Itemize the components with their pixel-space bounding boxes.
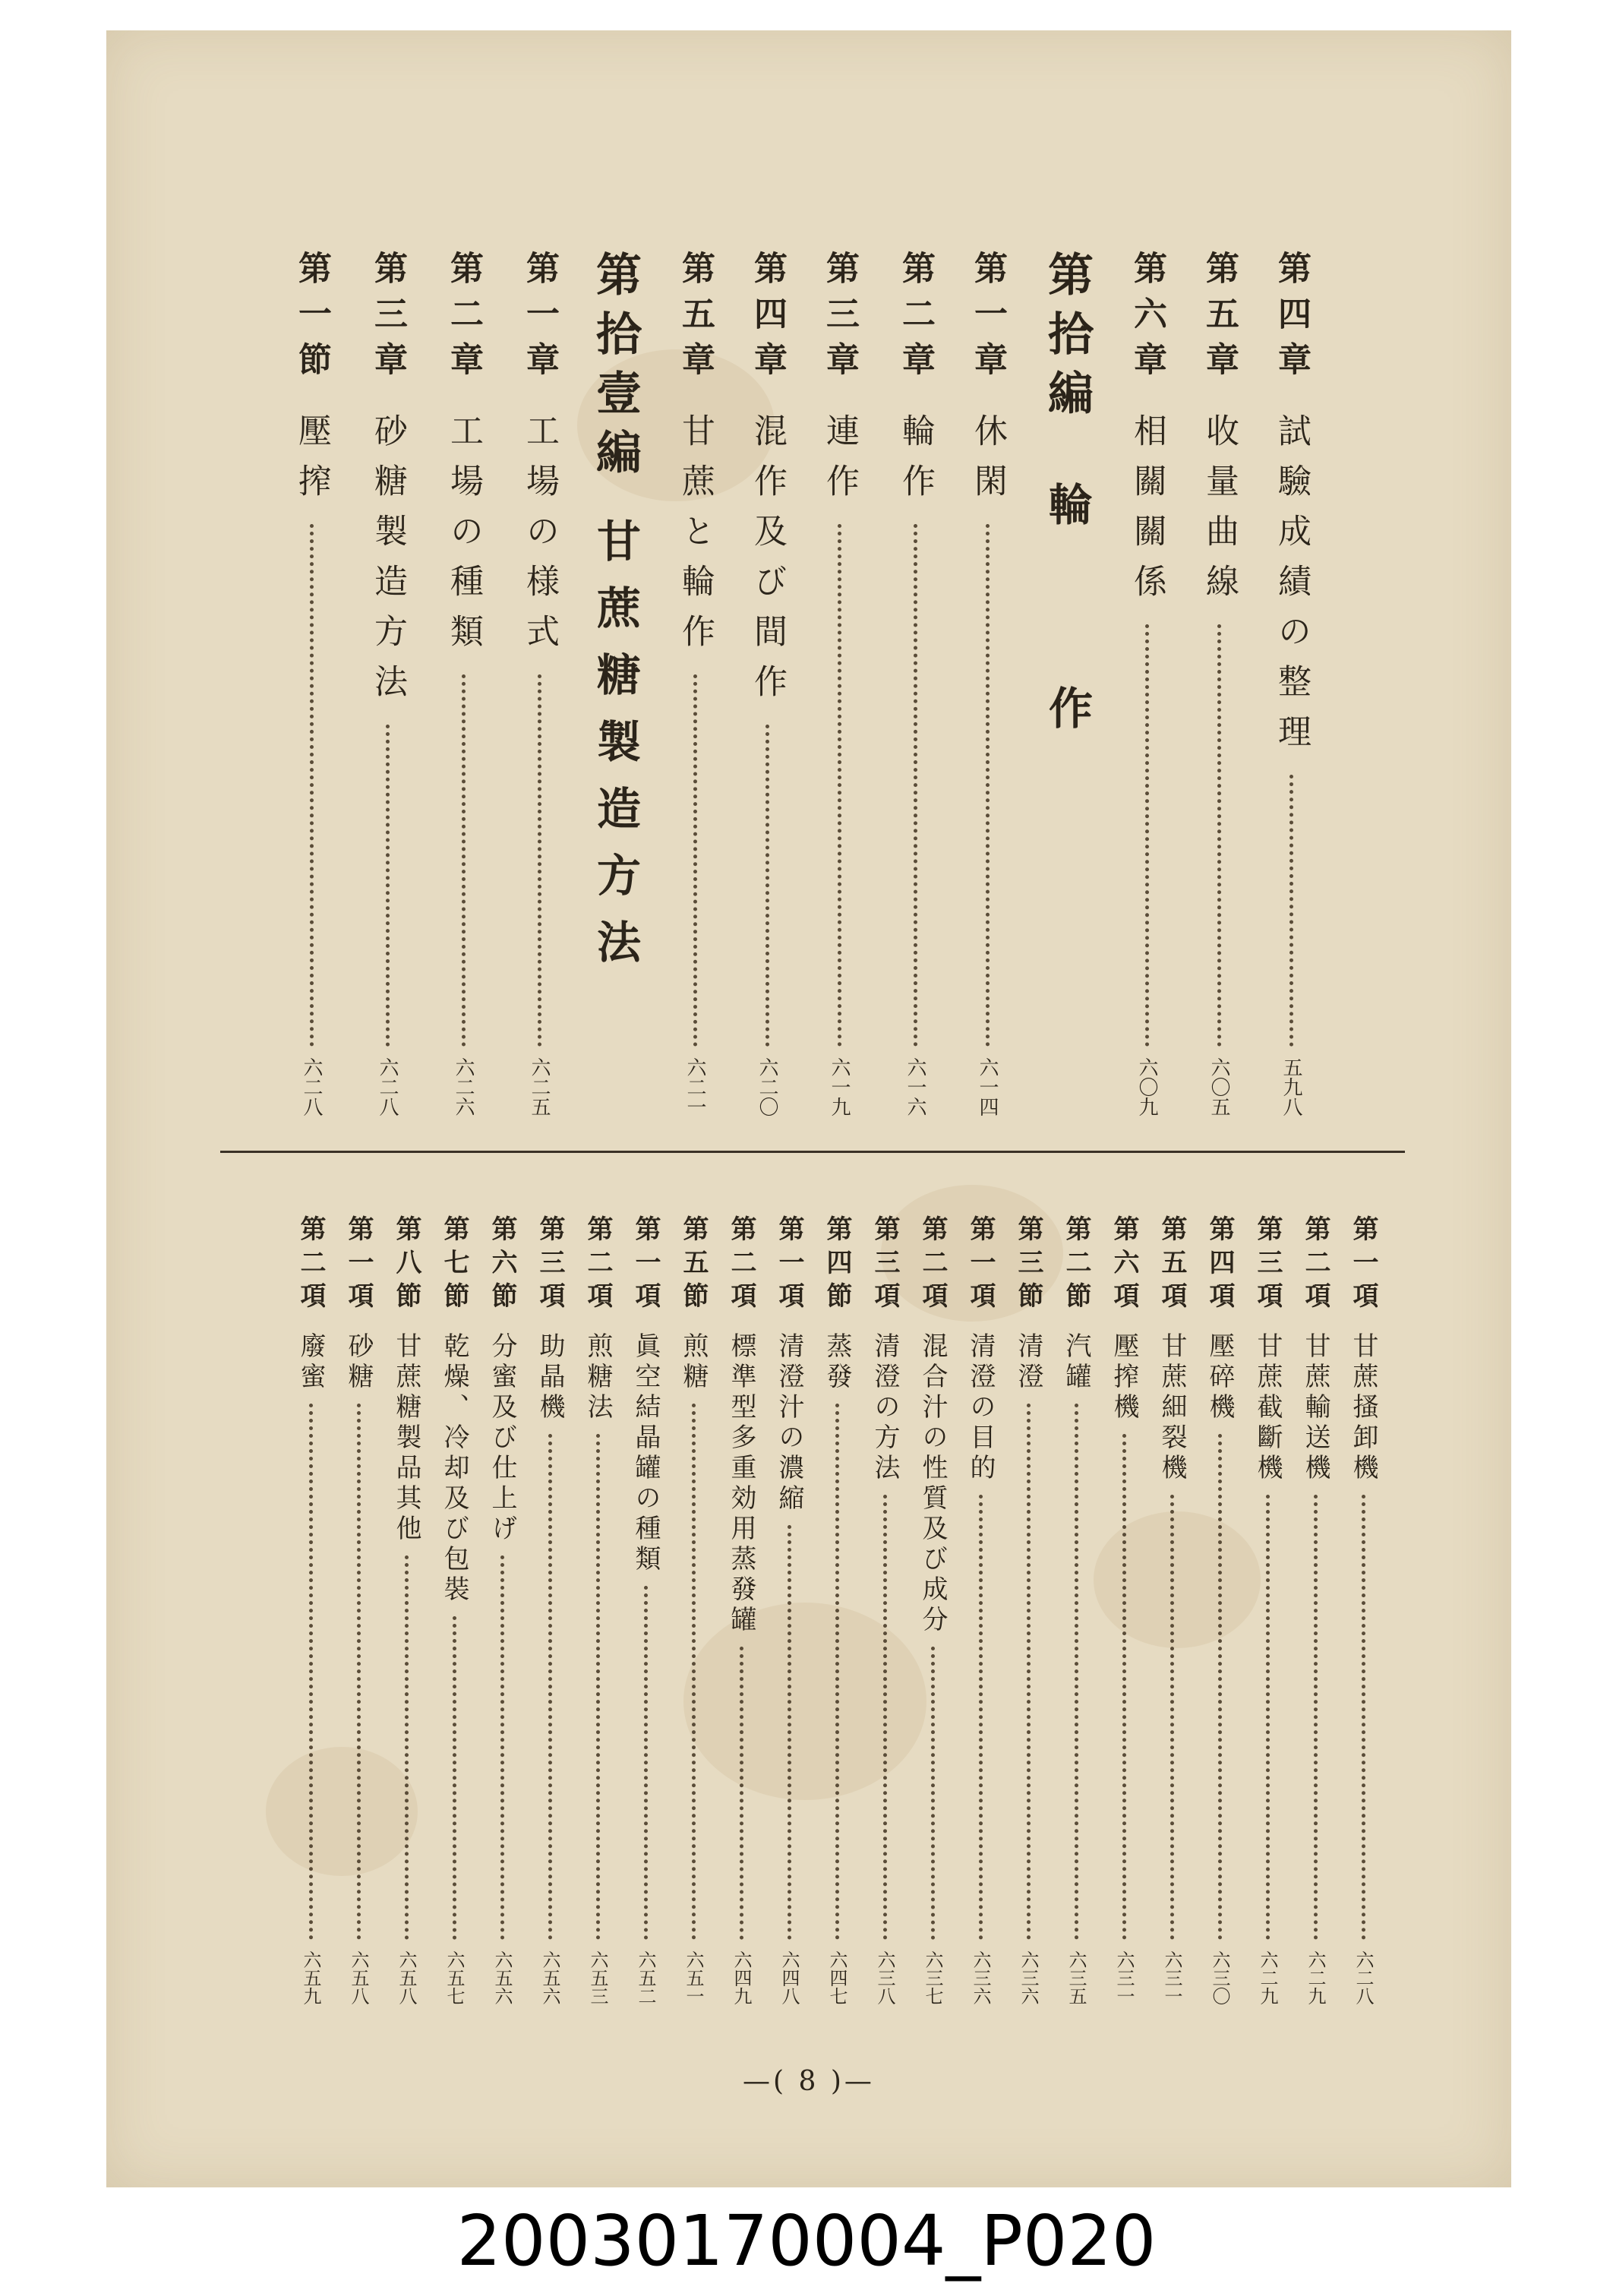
entry-page: 六四九 xyxy=(731,1950,752,2005)
entry-number: 第五項 xyxy=(1157,1215,1187,1315)
entry-page: 六三七 xyxy=(922,1950,943,2005)
entry-page: 六五八 xyxy=(348,1950,369,2005)
dot-leader xyxy=(1289,775,1293,1047)
entry-page: 六二五 xyxy=(528,1057,551,1116)
toc-entry xyxy=(1264,251,1318,1116)
entry-number: 第一章 xyxy=(968,251,1007,387)
dot-leader xyxy=(931,1647,935,1940)
dot-leader xyxy=(1218,1434,1222,1940)
entry-page: 六三〇 xyxy=(1209,1950,1230,2005)
entry-title: 煎糖法 xyxy=(582,1332,613,1423)
entry-title: 壓碎機 xyxy=(1204,1332,1235,1423)
dot-leader xyxy=(357,1404,361,1940)
entry-page: 六五三 xyxy=(587,1950,608,2005)
entry-number: 第三章 xyxy=(368,251,407,387)
toc-entry xyxy=(513,251,566,1116)
toc-part-heading xyxy=(1040,251,1094,1116)
entry-number: 第三項 xyxy=(535,1215,565,1315)
dot-leader xyxy=(883,1495,887,1940)
toc-entry xyxy=(1097,1215,1151,2005)
entry-title: 助晶機 xyxy=(535,1332,565,1423)
entry-page: 六〇五 xyxy=(1207,1057,1230,1116)
book-page xyxy=(106,30,1511,2187)
entry-page: 五九八 xyxy=(1280,1057,1302,1116)
entry-page: 六五八 xyxy=(396,1950,417,2005)
toc-entry xyxy=(475,1215,529,2005)
toc-entry xyxy=(667,1215,720,2005)
entry-title: 壓搾機 xyxy=(1109,1332,1139,1423)
toc-lower-half xyxy=(106,1215,1511,2005)
entry-number: 第五章 xyxy=(1200,251,1239,387)
toc-entry xyxy=(1289,1215,1342,2005)
toc-entry xyxy=(1193,1215,1246,2005)
dot-leader xyxy=(1362,1495,1365,1940)
entry-page: 六三六 xyxy=(1018,1950,1039,2005)
dot-leader xyxy=(1314,1495,1318,1940)
entry-title: 甘蔗搔卸機 xyxy=(1348,1332,1378,1484)
toc-entry xyxy=(428,1215,481,2005)
dot-leader xyxy=(309,1404,313,1940)
toc-entry xyxy=(285,251,338,1116)
entry-title: 甘蔗と輪作 xyxy=(676,413,715,664)
entry-number: 第一項 xyxy=(1348,1215,1378,1315)
entry-number: 第一節 xyxy=(292,251,331,387)
entry-title: 汽罐 xyxy=(1061,1332,1091,1393)
dot-leader xyxy=(692,1404,696,1940)
entry-title: 試驗成績の整理 xyxy=(1272,413,1311,764)
toc-entry xyxy=(1337,1215,1390,2005)
entry-number: 第三節 xyxy=(1013,1215,1043,1315)
entry-page: 六二八 xyxy=(1353,1950,1374,2005)
toc-entry xyxy=(858,1215,911,2005)
entry-title: 清澄の目的 xyxy=(965,1332,996,1484)
toc-entry xyxy=(437,251,490,1116)
entry-number: 第五節 xyxy=(678,1215,709,1315)
entry-number: 第二項 xyxy=(1300,1215,1330,1315)
dot-leader xyxy=(538,674,541,1047)
toc-entry xyxy=(1192,251,1245,1116)
entry-number: 第六章 xyxy=(1128,251,1166,387)
toc-entry xyxy=(715,1215,768,2005)
entry-title: 清澄の方法 xyxy=(870,1332,900,1484)
entry-number: 第八節 xyxy=(391,1215,421,1315)
entry-title: 工場の様式 xyxy=(520,413,559,664)
entry-title: 廢蜜 xyxy=(295,1332,326,1393)
entry-page: 六一九 xyxy=(828,1057,851,1116)
toc-entry xyxy=(813,251,866,1116)
toc-entry xyxy=(523,1215,576,2005)
part-title: 甘蔗糖製造方法 xyxy=(589,518,641,986)
entry-title: 分蜜及び仕上げ xyxy=(487,1332,517,1545)
entry-number: 第四章 xyxy=(1272,251,1311,387)
entry-title: 混合汁の性質及び成分 xyxy=(917,1332,948,1636)
dot-leader xyxy=(914,524,917,1047)
toc-entry xyxy=(762,1215,816,2005)
dot-leader xyxy=(500,1555,504,1940)
part-title: 輪作 xyxy=(1041,482,1093,889)
entry-title: 休閑 xyxy=(968,413,1007,513)
entry-page: 六四八 xyxy=(778,1950,800,2005)
entry-number: 第二章 xyxy=(896,251,935,387)
entry-title: 連作 xyxy=(820,413,859,513)
entry-title: 甘蔗細裂機 xyxy=(1157,1332,1187,1484)
entry-number: 第六節 xyxy=(487,1215,517,1315)
entry-number: 第二項 xyxy=(917,1215,948,1315)
entry-title: 輪作 xyxy=(896,413,935,513)
entry-page: 六二九 xyxy=(1257,1950,1278,2005)
entry-page: 六五九 xyxy=(300,1950,321,2005)
dot-leader xyxy=(1075,1404,1078,1940)
entry-number: 第六項 xyxy=(1109,1215,1139,1315)
dot-leader xyxy=(453,1616,456,1940)
toc-entry xyxy=(284,1215,337,2005)
dot-leader xyxy=(1122,1434,1126,1940)
entry-number: 第二節 xyxy=(1061,1215,1091,1315)
toc-part-heading xyxy=(589,251,642,1116)
entry-number: 第四章 xyxy=(748,251,787,387)
toc-entry xyxy=(810,1215,863,2005)
toc-entry xyxy=(1050,1215,1103,2005)
entry-title: 壓搾 xyxy=(292,413,331,513)
entry-page: 六二〇 xyxy=(756,1057,778,1116)
dot-leader xyxy=(644,1586,648,1940)
entry-number: 第二項 xyxy=(582,1215,613,1315)
entry-number: 第二項 xyxy=(726,1215,756,1315)
entry-page: 六三一 xyxy=(1113,1950,1135,2005)
dot-leader xyxy=(596,1434,600,1940)
dot-leader xyxy=(979,1495,983,1940)
entry-page: 六五六 xyxy=(491,1950,513,2005)
toc-entry xyxy=(1002,1215,1055,2005)
entry-number: 第一項 xyxy=(965,1215,996,1315)
entry-number: 第一項 xyxy=(630,1215,661,1315)
entry-title: 工場の種類 xyxy=(444,413,483,664)
toc-entry xyxy=(668,251,721,1116)
page-number: —( 8 )— xyxy=(743,2066,875,2097)
entry-title: 甘蔗輸送機 xyxy=(1300,1332,1330,1484)
entry-title: 砂糖製造方法 xyxy=(368,413,407,714)
section-divider xyxy=(220,1151,1405,1153)
entry-title: 甘蔗截斷機 xyxy=(1252,1332,1283,1484)
entry-title: 眞空結晶罐の種類 xyxy=(630,1332,661,1575)
entry-title: 相關關係 xyxy=(1128,413,1166,614)
toc-entry xyxy=(380,1215,433,2005)
toc-entry xyxy=(954,1215,1007,2005)
entry-page: 六一六 xyxy=(904,1057,926,1116)
entry-title: 甘蔗糖製品其他 xyxy=(391,1332,421,1545)
entry-title: 清澄 xyxy=(1013,1332,1043,1393)
dot-leader xyxy=(548,1434,552,1940)
entry-number: 第七節 xyxy=(439,1215,469,1315)
dot-leader xyxy=(1170,1495,1174,1940)
dot-leader xyxy=(1266,1495,1270,1940)
entry-page: 六四七 xyxy=(826,1950,848,2005)
entry-number: 第一項 xyxy=(343,1215,374,1315)
entry-number: 第三項 xyxy=(870,1215,900,1315)
entry-page: 六二六 xyxy=(452,1057,475,1116)
toc-entry xyxy=(332,1215,385,2005)
entry-page: 六五二 xyxy=(635,1950,656,2005)
entry-number: 第五章 xyxy=(676,251,715,387)
entry-page: 六二九 xyxy=(1305,1950,1326,2005)
entry-page: 六三一 xyxy=(1161,1950,1182,2005)
entry-page: 六一四 xyxy=(976,1057,999,1116)
dot-leader xyxy=(835,1404,839,1940)
entry-title: 收量曲線 xyxy=(1200,413,1239,614)
toc-entry xyxy=(619,1215,672,2005)
toc-entry xyxy=(361,251,414,1116)
entry-title: 煎糖 xyxy=(678,1332,709,1393)
dot-leader xyxy=(788,1525,791,1940)
dot-leader xyxy=(740,1647,743,1940)
dot-leader xyxy=(386,725,390,1047)
entry-number: 第二項 xyxy=(295,1215,326,1315)
entry-title: 標準型多重効用蒸發罐 xyxy=(726,1332,756,1636)
entry-page: 六二一 xyxy=(683,1057,706,1116)
entry-title: 乾燥、冷却及び包裝 xyxy=(439,1332,469,1606)
entry-number: 第三項 xyxy=(1252,1215,1283,1315)
entry-page: 六五一 xyxy=(683,1950,704,2005)
toc-entry xyxy=(906,1215,959,2005)
toc-entry xyxy=(1241,1215,1294,2005)
part-number: 第拾壹編 xyxy=(589,251,642,488)
toc-upper-half xyxy=(106,251,1511,1116)
entry-number: 第四節 xyxy=(822,1215,852,1315)
entry-page: 六三六 xyxy=(970,1950,991,2005)
entry-number: 第四項 xyxy=(1204,1215,1235,1315)
toc-entry xyxy=(889,251,942,1116)
entry-page: 六三五 xyxy=(1065,1950,1087,2005)
entry-page: 六二八 xyxy=(300,1057,323,1116)
entry-page: 六〇九 xyxy=(1135,1057,1158,1116)
toc-entry xyxy=(740,251,794,1116)
entry-page: 六五六 xyxy=(539,1950,560,2005)
dot-leader xyxy=(1027,1404,1031,1940)
dot-leader xyxy=(838,524,841,1047)
entry-number: 第一項 xyxy=(774,1215,804,1315)
toc-entry xyxy=(1145,1215,1198,2005)
entry-page: 六五七 xyxy=(443,1950,465,2005)
entry-page: 六二八 xyxy=(376,1057,399,1116)
dot-leader xyxy=(310,524,314,1047)
dot-leader xyxy=(693,674,697,1047)
entry-title: 清澄汁の濃縮 xyxy=(774,1332,804,1514)
entry-title: 砂糖 xyxy=(343,1332,374,1393)
entry-title: 混作及び間作 xyxy=(748,413,787,714)
dot-leader xyxy=(462,674,466,1047)
entry-page: 六三八 xyxy=(874,1950,895,2005)
dot-leader xyxy=(405,1555,409,1940)
dot-leader xyxy=(986,524,990,1047)
part-number: 第拾編 xyxy=(1040,251,1094,428)
entry-number: 第二章 xyxy=(444,251,483,387)
dot-leader xyxy=(1145,624,1149,1047)
toc-entry xyxy=(571,1215,624,2005)
dot-leader xyxy=(1217,624,1221,1047)
dot-leader xyxy=(765,725,769,1047)
toc-entry xyxy=(1120,251,1173,1116)
entry-title: 蒸發 xyxy=(822,1332,852,1393)
archive-id-caption: 20030170004_P020 xyxy=(456,2200,1157,2282)
entry-number: 第三章 xyxy=(820,251,859,387)
entry-number: 第一章 xyxy=(520,251,559,387)
toc-entry xyxy=(961,251,1014,1116)
